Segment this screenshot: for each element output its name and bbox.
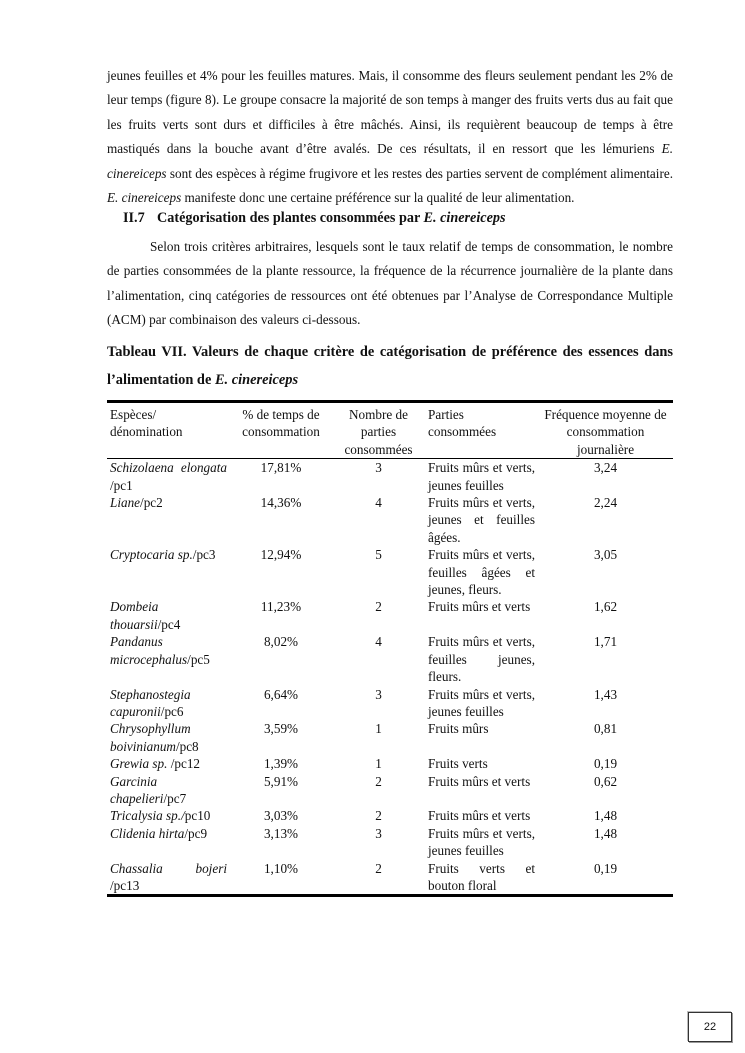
cell-time-pct: 6,64% — [263, 686, 299, 702]
header-time-pct: % de temps de consommation — [230, 402, 332, 459]
table-caption — [107, 338, 673, 394]
cell-frequency: 3,24 — [593, 460, 618, 476]
species-name: Pandanus microcephalus — [110, 634, 188, 667]
species-code: /pc4 — [157, 616, 181, 632]
data-table — [107, 400, 673, 897]
species-code: /pc8 — [175, 738, 199, 754]
table-row — [107, 494, 673, 546]
section-number: II.7 — [123, 210, 145, 226]
table-row — [107, 807, 673, 824]
cell-species — [107, 825, 230, 860]
cell-species — [107, 860, 230, 896]
species-code: /pc2 — [140, 495, 163, 511]
cell-species — [107, 686, 230, 721]
species-name: Clidenia hirta — [110, 825, 185, 841]
section-title: Catégorisation des plantes consommées par — [157, 210, 424, 226]
body-paragraph-1 — [107, 64, 673, 210]
cell-species — [107, 598, 230, 633]
cell-frequency: 0,19 — [593, 756, 618, 772]
cell-species — [107, 720, 230, 755]
cell-parts-count: 4 — [375, 634, 382, 650]
table-row — [107, 633, 673, 685]
cell-species — [107, 633, 230, 685]
cell-parts-count: 1 — [375, 756, 382, 772]
table-row — [107, 546, 673, 598]
text: jeunes feuilles et 4% pour les feuilles matures. Mais, il consomme des fleurs seulement pendant les 2% de leur temps (figure 8). Le groupe consacre la majorité de son temps à manger des fruits verts dus au fait que les fruits verts sont durs et difficiles à être mâchés. Ainsi, ils requièrent beaucoup de temps à être mastiqués dans la bouche avant d’être avalés. De ces résultats, il en ressort que les lémuriens — [107, 68, 673, 157]
header-parts: Parties consommées — [425, 402, 538, 459]
cell-time-pct: 1,39% — [263, 756, 299, 772]
species-code: /pc13 — [110, 877, 140, 893]
header-species: Espèces/ dénomination — [107, 402, 230, 459]
cell-frequency: 1,48 — [593, 825, 618, 841]
cell-species — [107, 494, 230, 546]
table-row — [107, 755, 673, 772]
cell-parts-count: 4 — [375, 495, 382, 511]
cell-frequency: 1,43 — [593, 686, 618, 702]
table-row — [107, 773, 673, 808]
cell-parts-count: 5 — [375, 547, 382, 563]
species-name: E. cinereiceps — [107, 141, 673, 181]
cell-species — [107, 773, 230, 808]
cell-time-pct: 5,91% — [263, 773, 299, 789]
species-code: /pc7 — [163, 790, 187, 806]
cell-species — [107, 807, 230, 824]
table-row — [107, 598, 673, 633]
species-name: E. cinereiceps — [423, 210, 506, 226]
cell-time-pct: 14,36% — [260, 495, 302, 511]
cell-parts: Fruits mûrs et verts, feuilles âgées et jeunes, fleurs. — [428, 547, 535, 598]
cell-time-pct: 17,81% — [260, 460, 302, 476]
cell-time-pct: 1,10% — [263, 860, 299, 876]
cell-frequency: 1,62 — [593, 599, 618, 615]
text: sont des espèces à régime frugivore et les restes des parties servent de complément alimentaire. — [166, 165, 673, 181]
cell-parts-count: 2 — [375, 599, 382, 615]
species-code: pc10 — [184, 808, 211, 824]
species-name: Schizolaena elongata — [110, 460, 227, 476]
cell-species — [107, 459, 230, 494]
cell-frequency: 0,81 — [593, 721, 618, 737]
section-heading — [123, 210, 505, 227]
cell-parts-count: 3 — [375, 460, 382, 476]
cell-parts: Fruits mûrs et verts, feuilles jeunes, fleurs. — [428, 634, 535, 685]
cell-parts-count: 2 — [375, 808, 382, 824]
cell-parts-count: 2 — [375, 860, 382, 876]
cell-parts: Fruits mûrs et verts, jeunes feuilles — [428, 460, 535, 493]
cell-parts: Fruits mûrs et verts, jeunes feuilles — [428, 825, 535, 859]
cell-parts-count: 2 — [375, 773, 382, 789]
species-name: Tricalysia sp./ — [110, 808, 185, 824]
species-name: Chrysophyllum boivinianum — [110, 721, 191, 754]
table-row — [107, 825, 673, 860]
text: manifeste donc une certaine préférence sur la qualité de leur alimentation. — [181, 190, 575, 206]
cell-parts-count: 3 — [375, 686, 382, 702]
cell-time-pct: 3,59% — [263, 721, 299, 737]
cell-time-pct: 11,23% — [260, 599, 302, 615]
cell-frequency: 2,24 — [593, 495, 618, 511]
species-code: /pc1 — [110, 477, 133, 493]
species-name: Cryptocaria sp. — [110, 547, 193, 563]
cell-frequency: 3,05 — [593, 547, 618, 563]
cell-frequency: 0,62 — [593, 773, 618, 789]
cell-parts-count: 1 — [375, 721, 382, 737]
header-parts-count: Nombre de parties consommées — [332, 402, 425, 459]
species-name: Dombeia thouarsii — [110, 599, 159, 632]
cell-parts: Fruits mûrs et verts — [428, 773, 531, 789]
cell-time-pct: 12,94% — [260, 547, 302, 563]
table-row — [107, 860, 673, 896]
caption-text: Tableau VII. Valeurs de chaque critère de catégorisation de préférence des essences dans l’alimentation de — [107, 344, 673, 388]
cell-parts: Fruits mûrs et verts, jeunes feuilles — [428, 686, 535, 719]
cell-species — [107, 755, 230, 772]
cell-frequency: 0,19 — [593, 860, 618, 876]
cell-time-pct: 3,03% — [263, 808, 299, 824]
species-name: Garcinia chapelieri — [110, 773, 164, 806]
cell-time-pct: 3,13% — [263, 825, 299, 841]
table-row — [107, 459, 673, 494]
species-name: Grewia sp. — [110, 756, 168, 772]
table-row — [107, 686, 673, 721]
cell-parts: Fruits verts et bouton floral — [428, 860, 535, 893]
cell-parts: Fruits mûrs et verts, jeunes et feuilles âgées. — [428, 495, 535, 545]
cell-parts: Fruits verts — [428, 756, 488, 772]
header-frequency: Fréquence moyenne de consommation journalière — [538, 402, 673, 459]
species-code: /pc3 — [192, 547, 216, 563]
cell-parts: Fruits mûrs et verts — [428, 808, 531, 824]
cell-parts: Fruits mûrs et verts — [428, 599, 531, 615]
species-name: Chassalia bojeri — [110, 860, 227, 876]
species-code: /pc12 — [167, 756, 201, 772]
species-name: Stephanostegia capuronii — [110, 686, 191, 719]
cell-frequency: 1,71 — [593, 634, 618, 650]
species-code: /pc9 — [184, 825, 208, 841]
body-paragraph-2: Selon trois critères arbitraires, lesquels sont le taux relatif de temps de consommation, le nombre de parties consommées de la plante ressource, la fréquence de la récurrence journalière de la plante dans l’alimentation, cinq catégories de ressources ont été obtenues par l’Analyse de Correspondance Multiple (ACM) par combinaison des valeurs ci-dessous. — [107, 239, 673, 328]
cell-species — [107, 546, 230, 598]
cell-parts-count: 3 — [375, 825, 382, 841]
cell-frequency: 1,48 — [593, 808, 618, 824]
species-code: /pc6 — [160, 703, 184, 719]
page-number: 22 — [688, 1012, 732, 1042]
species-name: E. cinereiceps — [107, 190, 182, 206]
species-name: E. cinereiceps — [214, 372, 299, 388]
cell-parts: Fruits mûrs — [428, 721, 489, 737]
table-header-row — [107, 402, 673, 459]
table-row — [107, 720, 673, 755]
species-code: /pc5 — [187, 651, 210, 667]
cell-time-pct: 8,02% — [263, 634, 299, 650]
species-name: Liane — [110, 495, 141, 511]
